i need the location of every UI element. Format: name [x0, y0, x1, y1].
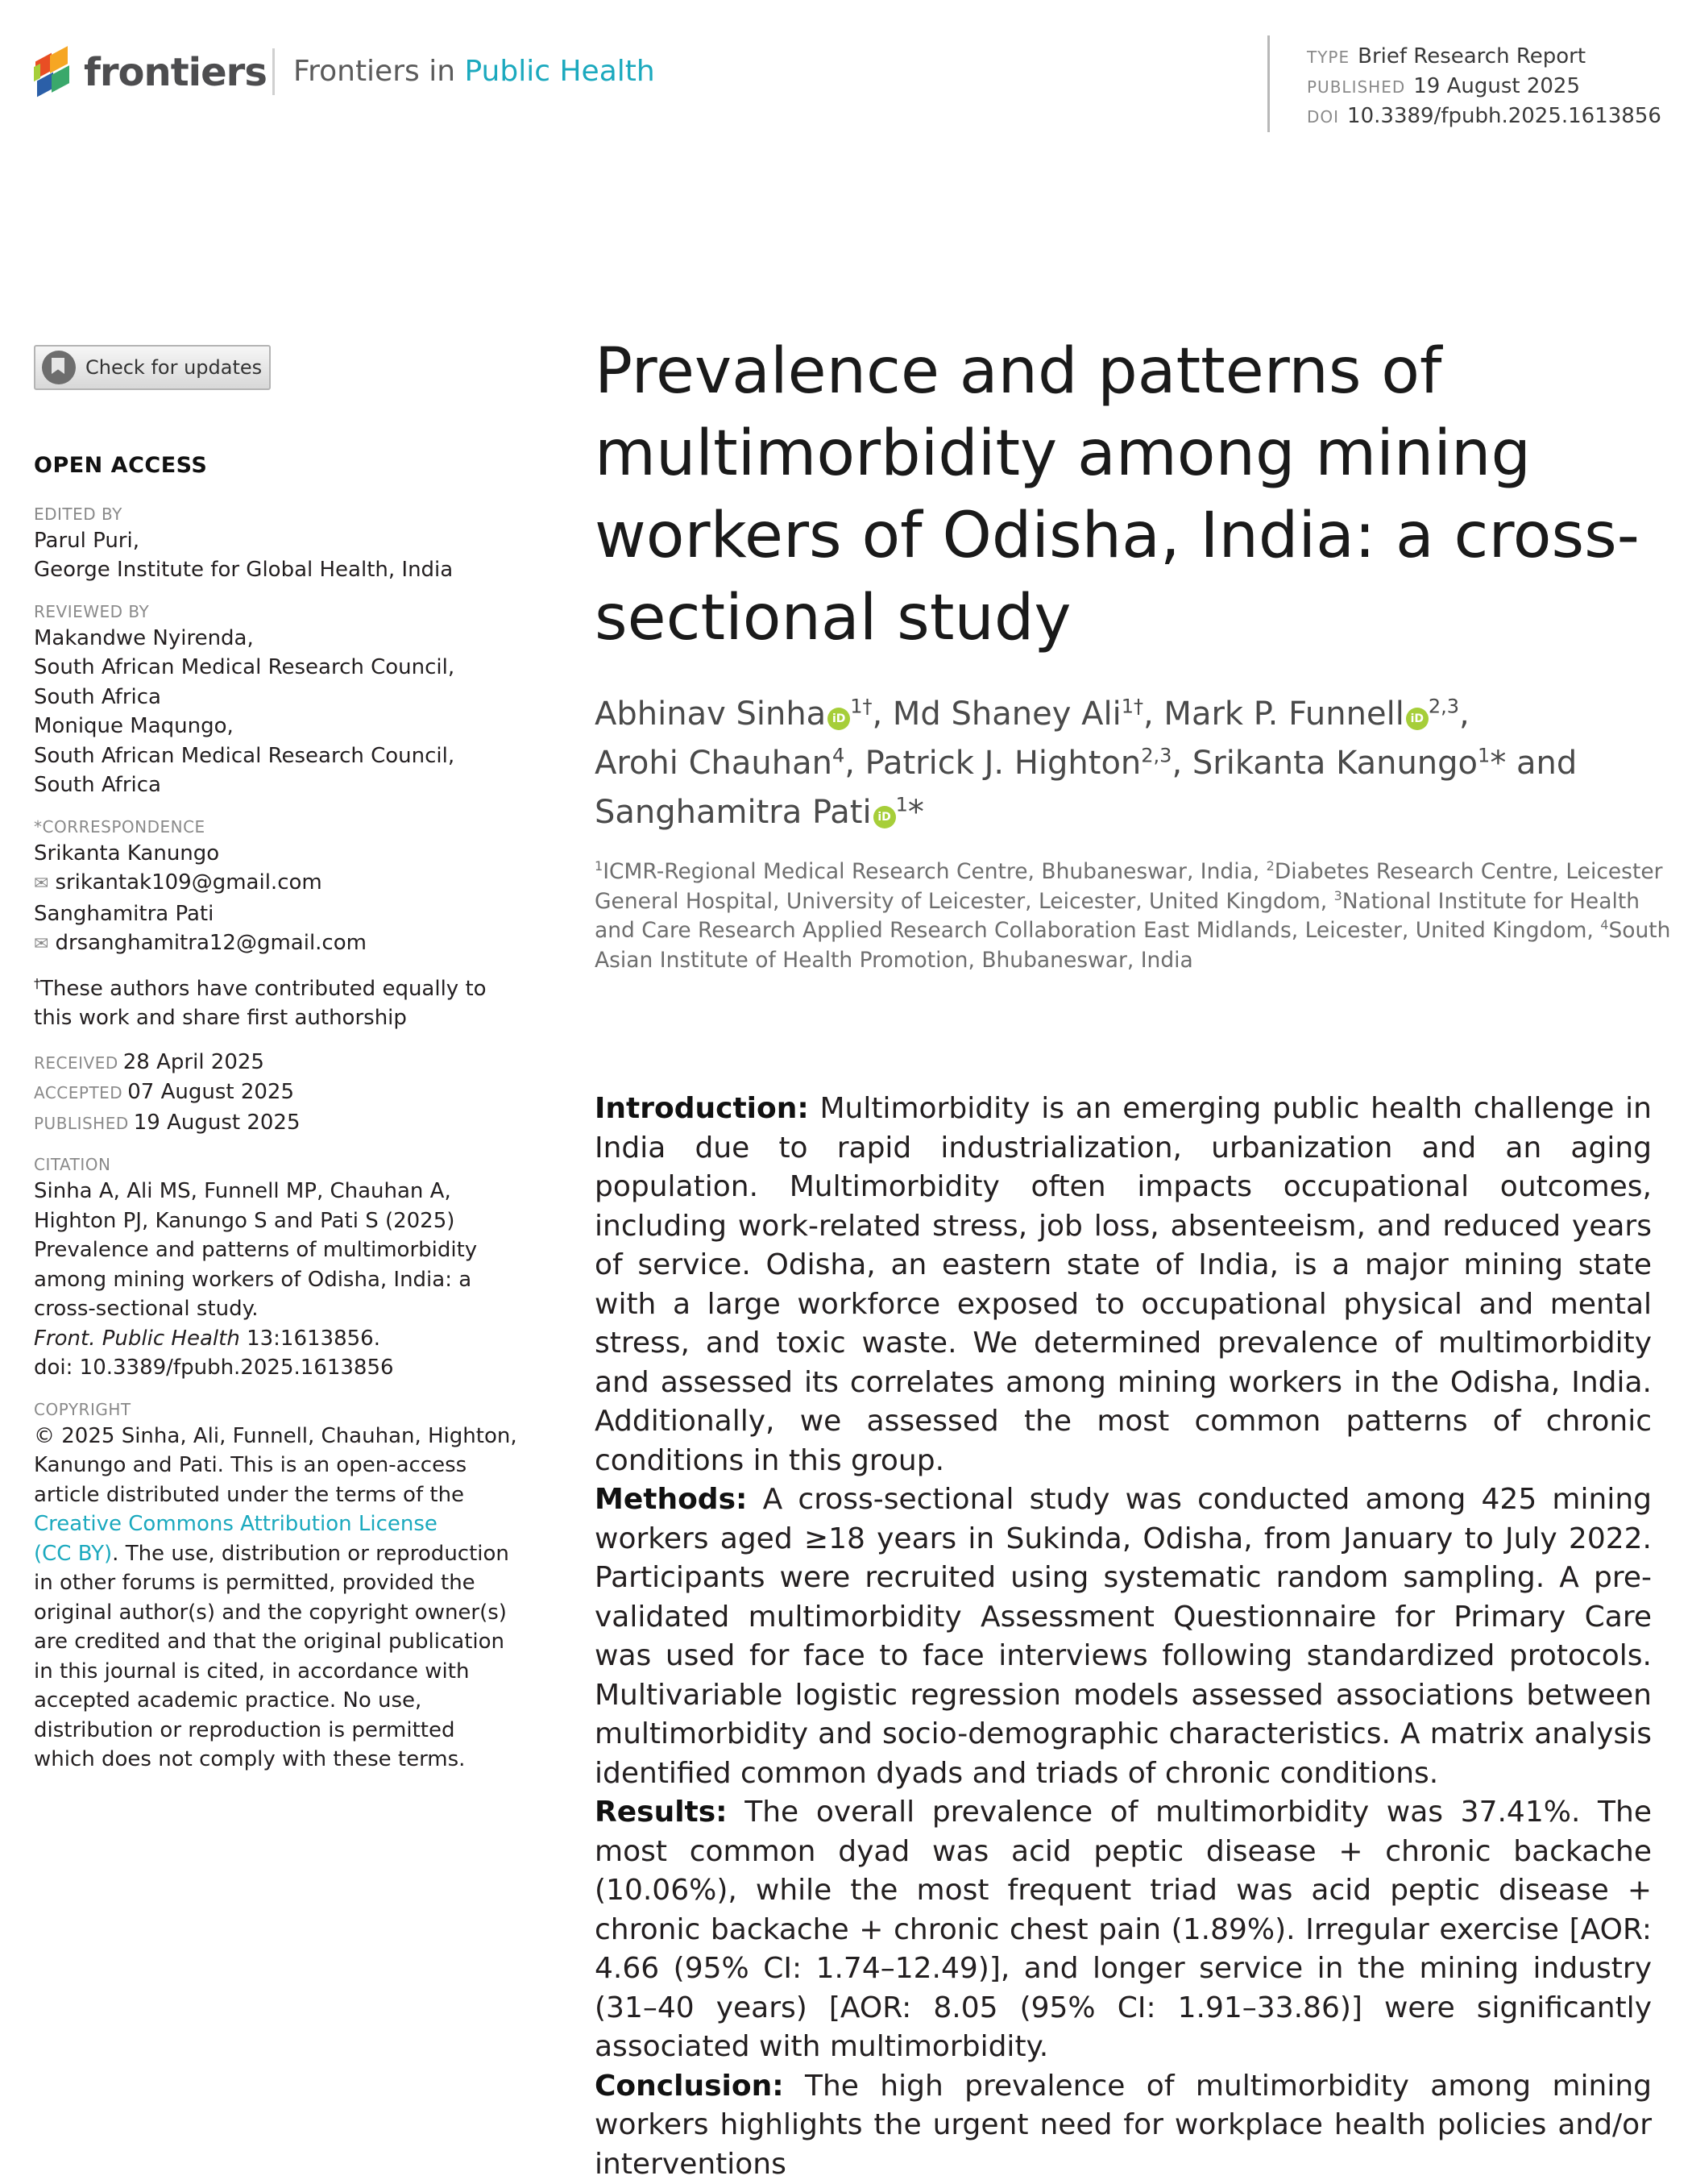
- author-name[interactable]: Abhinav Sinha: [595, 695, 826, 733]
- meta-type-value: Brief Research Report: [1358, 44, 1586, 69]
- sidebar: [34, 451, 517, 1775]
- affiliation-text: Diabetes Research Centre, Leicester General Hospital, University of Leicester, Leicester, United Kingdom,: [595, 859, 1663, 914]
- author-name[interactable]: Arohi Chauhan: [595, 745, 832, 782]
- orcid-icon[interactable]: iD: [873, 806, 896, 828]
- abstract-label: Methods:: [595, 1483, 747, 1516]
- copyright-line: original author(s) and the copyright owner(s): [34, 1598, 517, 1628]
- received-date: [34, 1048, 517, 1078]
- logo-wordmark: frontiers: [84, 50, 267, 95]
- author-name[interactable]: , Patrick J. Highton: [844, 745, 1141, 782]
- license-link[interactable]: Creative Commons Attribution License: [34, 1509, 517, 1539]
- check-for-updates-button[interactable]: [34, 345, 271, 390]
- meta-type: [1307, 42, 1661, 72]
- edited-by-heading: EDITED BY: [34, 502, 517, 526]
- dagger-mark: †: [34, 975, 40, 990]
- article-title: Prevalence and patterns of multimorbidity among mining workers of Odisha, India: a cross-sectional study: [595, 330, 1674, 659]
- author-affiliation-sup: 1: [896, 794, 908, 816]
- published-key: PUBLISHED: [34, 1114, 129, 1133]
- journal-highlight: Public Health: [464, 55, 654, 88]
- copyright-line: © 2025 Sinha, Ali, Funnell, Chauhan, Highton,: [34, 1422, 517, 1451]
- published-date: [34, 1108, 517, 1139]
- accepted-key: ACCEPTED: [34, 1083, 122, 1102]
- editor-line: Parul Puri,: [34, 526, 517, 556]
- citation-volume: 13:1613856.: [240, 1327, 380, 1351]
- reviewer-line: Monique Maqungo,: [34, 712, 517, 741]
- correspondent-email[interactable]: ✉ srikantak109@gmail.com: [34, 868, 517, 899]
- affiliation-text: ICMR-Regional Medical Research Centre, Bhubaneswar, India,: [603, 859, 1266, 884]
- author-name[interactable]: , Md Shaney Ali: [872, 695, 1121, 733]
- abstract: [595, 1090, 1652, 2184]
- meta-published-value: 19 August 2025: [1413, 74, 1580, 98]
- abstract-methods: [595, 1480, 1652, 1793]
- copyright-line: accepted academic practice. No use,: [34, 1686, 517, 1716]
- journal-prefix: Frontiers in: [293, 55, 455, 88]
- license-link-short[interactable]: (CC BY): [34, 1542, 112, 1566]
- received-key: RECEIVED: [34, 1053, 118, 1073]
- abstract-label: Conclusion:: [595, 2070, 784, 2103]
- copyright-line: distribution or reproduction is permitted: [34, 1716, 517, 1746]
- meta-type-key: TYPE: [1307, 43, 1350, 72]
- bookmark-icon: [42, 351, 76, 384]
- citation-journal-line: [34, 1324, 517, 1354]
- check-for-updates-label: Check for updates: [85, 356, 262, 379]
- citation-journal: Front. Public Health: [34, 1327, 240, 1351]
- affiliation-number: 2: [1267, 858, 1275, 874]
- reviewer-line: South African Medical Research Council,: [34, 653, 517, 683]
- citation-doi: doi: 10.3389/fpubh.2025.1613856: [34, 1353, 517, 1383]
- citation-line: among mining workers of Odisha, India: a: [34, 1265, 517, 1295]
- open-access-label: OPEN ACCESS: [34, 451, 517, 481]
- meta-doi-key: DOI: [1307, 102, 1339, 131]
- equal-contribution-note: [34, 974, 517, 1004]
- copyright-line: in this journal is cited, in accordance with: [34, 1657, 517, 1687]
- abstract-label: Results:: [595, 1796, 728, 1829]
- equal-contribution-note: this work and share first authorship: [34, 1003, 517, 1033]
- abstract-text: The high prevalence of multimorbidity among mining workers highlights the urgent need for workplace health policies and/or interventions: [595, 2070, 1652, 2181]
- published-value: 19 August 2025: [134, 1111, 301, 1135]
- editor-line: George Institute for Global Health, India: [34, 555, 517, 585]
- reviewer-line: South Africa: [34, 770, 517, 800]
- copyright-line: [34, 1539, 517, 1569]
- affiliation-number: 3: [1334, 888, 1342, 903]
- frontiers-cube-icon: [34, 49, 73, 96]
- abstract-text: A cross-sectional study was conducted among 425 mining workers aged ≥18 years in Sukinda, Odisha, from January to July 2022. Participants were recruited using systematic random sampling. A pre-validated multimorbidity Assessment Questionnaire for Primary Care was used for face to face interviews following standardized protocols. Multivariable logistic regression models assessed associations between multimorbidity and socio-demographic characteristics. A matrix analysis identified common dyads and triads of chronic conditions.: [595, 1483, 1652, 1790]
- author-name[interactable]: , Srikanta Kanungo: [1172, 745, 1478, 782]
- article-meta: [1307, 42, 1661, 131]
- citation-line: Prevalence and patterns of multimorbidity: [34, 1235, 517, 1265]
- header-divider: [272, 48, 275, 95]
- author-name[interactable]: Sanghamitra Pati: [595, 794, 872, 831]
- abstract-introduction: [595, 1090, 1652, 1480]
- orcid-icon[interactable]: iD: [827, 708, 850, 730]
- abstract-results: [595, 1793, 1652, 2067]
- correspondent-name: Sanghamitra Pati: [34, 899, 517, 929]
- copyright-line: are credited and that the original publication: [34, 1627, 517, 1657]
- copyright-line: which does not comply with these terms.: [34, 1745, 517, 1775]
- correspondent-name: Srikanta Kanungo: [34, 839, 517, 869]
- affiliation-number: 4: [1600, 917, 1608, 932]
- orcid-icon[interactable]: iD: [1406, 708, 1429, 730]
- journal-name[interactable]: [293, 55, 655, 88]
- author-affiliation-sup: 1†: [850, 695, 872, 718]
- copyright-line: in other forums is permitted, provided the: [34, 1568, 517, 1598]
- citation-line: cross-sectional study.: [34, 1294, 517, 1324]
- copyright-line: Kanungo and Pati. This is an open-access: [34, 1451, 517, 1480]
- reviewer-line: Makandwe Nyirenda,: [34, 624, 517, 654]
- meta-doi: [1307, 102, 1661, 131]
- author-affiliation-sup: 1: [1478, 745, 1490, 767]
- abstract-text: The overall prevalence of multimorbidity was 37.41%. The most common dyad was acid peptic disease + chronic backache (10.06%), while the most frequent triad was acid peptic disease + chronic backache + chronic chest pain (1.89%). Irregular exercise [AOR: 4.66 (95% CI: 1.74–12.49)], and longer service in the mining industry (31–40 years) [AOR: 8.05 (95% CI: 1.91–33.86)] were significantly associated with multimorbidity.: [595, 1796, 1652, 2063]
- author-list: [595, 690, 1674, 837]
- author-name[interactable]: , Mark P. Funnell: [1143, 695, 1404, 733]
- accepted-date: [34, 1077, 517, 1108]
- meta-published-key: PUBLISHED: [1307, 73, 1405, 102]
- frontiers-logo: [34, 47, 267, 98]
- meta-published: [1307, 72, 1661, 102]
- equal-note-text: These authors have contributed equally to: [40, 977, 487, 1001]
- author-affiliation-sup: 4: [832, 745, 844, 767]
- reviewer-line: South Africa: [34, 683, 517, 712]
- accepted-value: 07 August 2025: [127, 1080, 294, 1104]
- citation-line: Sinha A, Ali MS, Funnell MP, Chauhan A,: [34, 1177, 517, 1206]
- reviewed-by-heading: REVIEWED BY: [34, 600, 517, 624]
- author-affiliation-sup: 2,3: [1429, 695, 1459, 718]
- abstract-conclusion: [595, 2067, 1652, 2184]
- author-affiliation-sup: 1†: [1122, 695, 1143, 718]
- abstract-text: Multimorbidity is an emerging public health challenge in India due to rapid industrialization, urbanization and an aging population. Multimorbidity often impacts occupational outcomes, including work-related stress, job loss, absenteeism, and reduced years of service. Odisha, an eastern state of India, is a major mining state with a large workforce exposed to occupational physical and mental stress, and toxic waste. We determined prevalence of multimorbidity and assessed its correlates among mining workers in the Odisha, India. Additionally, we assessed the most common patterns of chronic conditions in this group.: [595, 1092, 1652, 1477]
- correspondent-email[interactable]: ✉ drsanghamitra12@gmail.com: [34, 928, 517, 960]
- affiliation-text: National Institute for Health and Care Research Applied Research Collaboration East Midlands, Leicester, United Kingdom,: [595, 889, 1640, 944]
- reviewer-line: South African Medical Research Council,: [34, 741, 517, 771]
- received-value: 28 April 2025: [123, 1050, 264, 1074]
- affiliations: [595, 857, 1674, 975]
- affiliation-text: South Asian Institute of Health Promotion, Bhubaneswar, India: [595, 918, 1670, 973]
- affiliation-number: 1: [595, 858, 603, 874]
- citation-heading: CITATION: [34, 1152, 517, 1177]
- author-separator: ,: [1459, 695, 1470, 733]
- author-separator: *: [908, 794, 924, 831]
- copyright-heading: COPYRIGHT: [34, 1397, 517, 1422]
- citation-line: Highton PJ, Kanungo S and Pati S (2025): [34, 1206, 517, 1236]
- abstract-label: Introduction:: [595, 1092, 809, 1125]
- author-separator: * and: [1490, 745, 1577, 782]
- copyright-after-link: . The use, distribution or reproduction: [112, 1542, 509, 1566]
- correspondence-heading: *CORRESPONDENCE: [34, 815, 517, 839]
- author-affiliation-sup: 2,3: [1141, 745, 1172, 767]
- meta-doi-value[interactable]: 10.3389/fpubh.2025.1613856: [1347, 104, 1661, 128]
- copyright-line: article distributed under the terms of the: [34, 1480, 517, 1510]
- meta-divider: [1267, 35, 1270, 132]
